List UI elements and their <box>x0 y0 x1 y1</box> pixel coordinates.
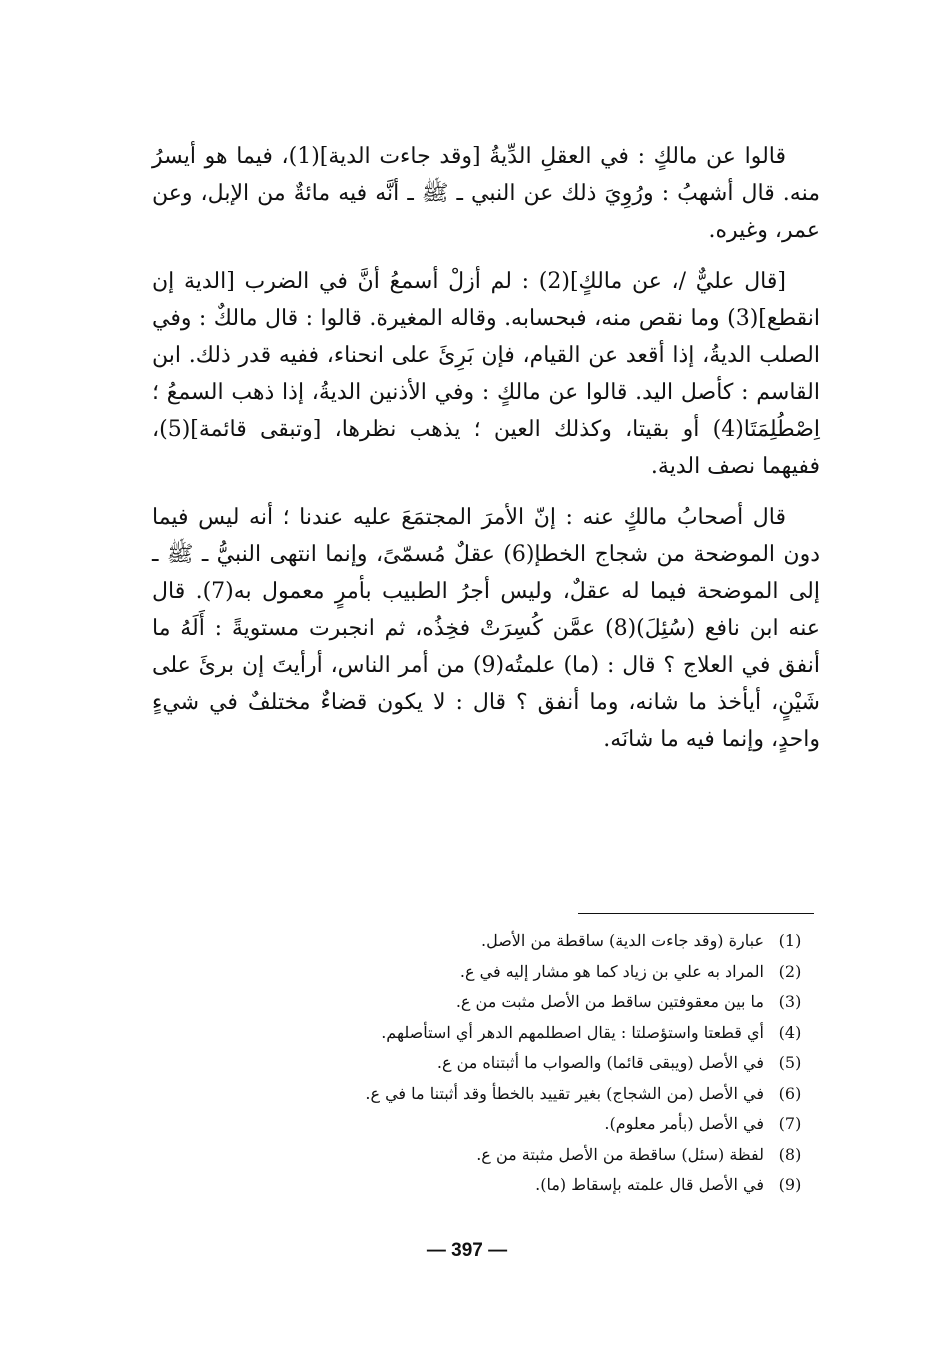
footnote-item <box>256 1079 816 1110</box>
footnote-text: لفظة (سئل) ساقطة من الأصل مثبتة من ع. <box>476 1144 764 1164</box>
footnote-number: (2) <box>778 961 802 981</box>
footnote-text: ما بين معقوفتين ساقط من الأصل مثبت من ع. <box>455 992 764 1011</box>
footnote-item <box>256 1109 816 1140</box>
footnote-text: في الأصل قال علمته بإسقاط (ما). <box>535 1175 764 1194</box>
footnote-item <box>256 1170 816 1201</box>
footnote-number: (4) <box>778 1022 802 1042</box>
footnote-text: أي قطعتا واستؤصلتا : يقال اصطلمهم الدهر أي استأصلهم. <box>381 1022 764 1042</box>
footnote-text: في الأصل (من الشجاج) بغير تقييد بالخطأ وقد أثبتنا ما في ع. <box>365 1083 764 1103</box>
footnote-item <box>256 1140 816 1171</box>
footnotes-list <box>256 926 816 1201</box>
footnote-number: (7) <box>778 1114 802 1133</box>
footnote-number: (5) <box>778 1053 802 1072</box>
footnote-number: (3) <box>778 992 802 1011</box>
footnote-separator <box>578 913 814 914</box>
footnote-number: (9) <box>778 1175 802 1194</box>
paragraph-1: قالوا عن مالكٍ : في العقلِ الدِّيةُ [وقد جاءت الدية](1)، فيما هو أيسرُ منه. قال أشهبُ : ورُوِيَ ذلك عن النبي ـ ﷺ ـ أنَّه فيه مائةٌ من الإبل، وعن عمر، وغيره. <box>152 144 820 243</box>
footnote-text: في الأصل (بأمر معلوم). <box>604 1114 764 1133</box>
page-number: — 397 — <box>426 1240 508 1261</box>
footnote-number: (1) <box>778 931 802 950</box>
footnote-item <box>256 987 816 1018</box>
footnote-item <box>256 926 816 957</box>
footnote-text: عبارة (وقد جاءت الدية) ساقطة من الأصل. <box>481 931 764 950</box>
footnote-item <box>256 1048 816 1079</box>
footnote-item <box>256 957 816 988</box>
main-text-block <box>152 138 820 772</box>
footnote-text: المراد به علي بن زياد كما هو مشار إليه في ع. <box>459 961 764 981</box>
footnote-item <box>256 1018 816 1049</box>
paragraph-2: [قال عليٌّ /، عن مالكٍ](2) : لم أزلْ أسمعُ أنَّ في الضرب [الدية إن انقطع](3) وما نقص منه، فبحسابه. وقاله المغيرة. قالوا : قال مالكٌ : وفي الصلب الديةُ، إذا أقعد عن القيام، فإن بَرِئَ على انحناء، ففيه قدر ذلك. ابن القاسم : كأصل اليد. قالوا عن مالكٍ : وفي الأذنين الديةُ، إذا ذهب السمعُ ؛ اِصْطُلِمَتَا(4) أو بقيتا، وكذلك العين ؛ يذهب نظرها، [وتبقى قائمة](5)، ففيهما نصف الدية. <box>152 269 820 479</box>
footnote-number: (8) <box>778 1144 802 1164</box>
footnote-number: (6) <box>778 1083 802 1103</box>
paragraph-3: قال أصحابُ مالكٍ عنه : إنّ الأمرَ المجتمَعَ عليه عندنا ؛ أنه ليس فيما دون الموضحة من شجاج الخطإ(6) عقلٌ مُسمّىً، وإنما انتهى النبيُّ ـ ﷺ ـ إلى الموضحة فيما له عقلٌ، وليس أجرُ الطبيب بأمرٍ معمول به(7). قال عنه ابن نافع (سُئِلَ)(8) عمَّن كُسِرَتْ فخِذُه، ثم انجبرت مستويةً : أَلَهُ ما أنفق في العلاج ؟ قال : (ما) علمتُه(9) من أمر الناس، أرأيتَ إن برئَ على شَيْنٍ، أيأخذ ما شانه، وما أنفق ؟ قال : لا يكون قضاءٌ مختلفٌ في شيءٍ واحدٍ، وإنما فيه ما شانَه. <box>152 505 820 752</box>
footnote-text: في الأصل (ويبقى قائما) والصواب ما أثبتناه من ع. <box>436 1053 764 1072</box>
